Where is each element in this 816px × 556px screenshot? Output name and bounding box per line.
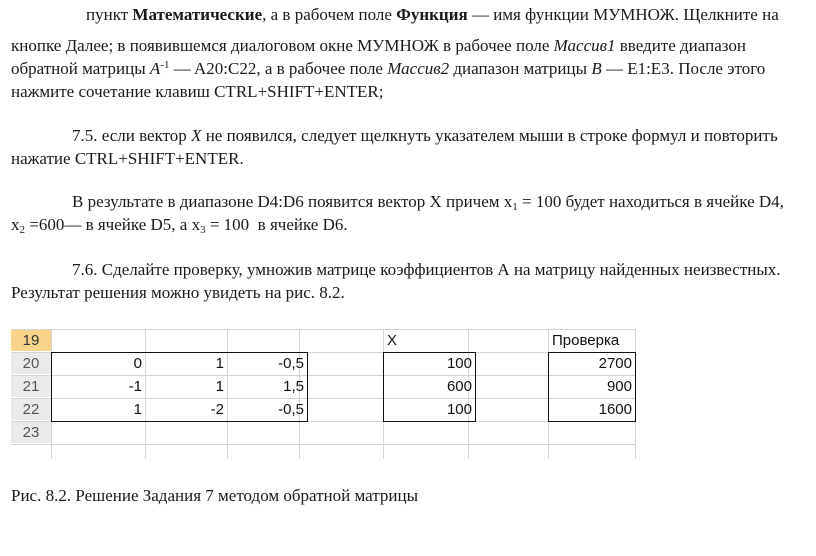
cell-check-1[interactable]: 2700 bbox=[598, 355, 632, 372]
text: — имя функции МУМНОЖ. Щелкните на bbox=[467, 5, 779, 24]
caption-text: Рис. 8.2. Решение Задания 7 методом обратной матрицы bbox=[11, 486, 419, 505]
cell-c22[interactable]: -0,5 bbox=[278, 401, 304, 418]
paragraph-1-line-3 bbox=[11, 57, 816, 80]
cell-b21[interactable]: 1 bbox=[215, 378, 224, 395]
text: пункт bbox=[86, 5, 133, 24]
text: нажмите сочетание клавиш CTRL+SHIFT+ENTER; bbox=[11, 82, 384, 101]
inverse-exponent: -1 bbox=[160, 59, 170, 71]
row-header-21[interactable]: 21 bbox=[11, 376, 51, 397]
cell-c20[interactable]: -0,5 bbox=[278, 355, 304, 372]
matrix-b: B bbox=[591, 59, 602, 78]
paragraph-2-line-2 bbox=[11, 147, 816, 170]
cell-check-3[interactable]: 1600 bbox=[598, 401, 632, 418]
figure-caption bbox=[11, 484, 816, 507]
paragraph-1-line-2 bbox=[11, 34, 816, 57]
row-header-22[interactable]: 22 bbox=[11, 399, 51, 420]
subscript: 1 bbox=[512, 201, 518, 213]
text: — E1:E3. После этого bbox=[601, 59, 766, 78]
paragraph-4-line-2 bbox=[11, 281, 816, 304]
field-massiv1: Массив1 bbox=[553, 36, 616, 55]
text: введите диапазон bbox=[615, 36, 746, 55]
text: = 100 в ячейке D6. bbox=[205, 215, 348, 234]
cell-x-2[interactable]: 600 bbox=[446, 378, 472, 395]
paragraph-2-line-1 bbox=[72, 124, 816, 147]
text: =600— в ячейке D5, а x bbox=[25, 215, 201, 234]
paragraph-4-line-1 bbox=[72, 258, 816, 281]
text: кнопке Далее; в появившемся диалоговом окне МУМНОЖ в рабочее поле bbox=[11, 36, 554, 55]
text: Результат решения можно увидеть на рис. 8.2. bbox=[11, 283, 345, 302]
text: , а в рабочем поле bbox=[262, 5, 397, 24]
paragraph-1-line-4 bbox=[11, 80, 816, 103]
cell-check-2[interactable]: 900 bbox=[606, 378, 632, 395]
text: — A20:C22, а в рабочее поле bbox=[169, 59, 388, 78]
row-header-19[interactable]: 19 bbox=[11, 330, 51, 351]
text: 7.6. Сделайте проверку, умножив матрице коэффициентов А на матрицу найденных неизвестных. bbox=[72, 260, 781, 279]
spreadsheet-figure bbox=[11, 329, 636, 459]
cell-c21[interactable]: 1,5 bbox=[283, 378, 304, 395]
text: диапазон матрицы bbox=[449, 59, 592, 78]
text: В результате в диапазоне D4:D6 появится вектор X причем x bbox=[72, 192, 513, 211]
cell-a20[interactable]: 0 bbox=[133, 355, 142, 372]
field-massiv2: Массив2 bbox=[387, 59, 450, 78]
x-column-header[interactable]: X bbox=[387, 332, 398, 349]
term-mathematical: Математические bbox=[132, 5, 263, 24]
paragraph-3-line-2 bbox=[11, 213, 816, 236]
subscript: 3 bbox=[200, 224, 206, 236]
cell-b22[interactable]: -2 bbox=[210, 401, 224, 418]
row-header-20[interactable]: 20 bbox=[11, 353, 51, 374]
term-function: Функция bbox=[396, 5, 468, 24]
row-header-23[interactable]: 23 bbox=[11, 422, 51, 443]
text: нажатие CTRL+SHIFT+ENTER. bbox=[11, 149, 244, 168]
text: = 100 будет находиться в ячейке D4, bbox=[517, 192, 784, 211]
check-column-header[interactable]: Проверка bbox=[552, 332, 620, 349]
cell-a21[interactable]: -1 bbox=[128, 378, 142, 395]
cell-x-1[interactable]: 100 bbox=[446, 355, 472, 372]
cell-b20[interactable]: 1 bbox=[215, 355, 224, 372]
cell-a22[interactable]: 1 bbox=[133, 401, 142, 418]
paragraph-1-line-1 bbox=[86, 3, 816, 26]
text: не появился, следует щелкнуть указателем мыши в строке формул и повторить bbox=[201, 126, 778, 145]
text: x bbox=[11, 215, 20, 234]
subscript: 2 bbox=[19, 224, 25, 236]
text: 7.5. если вектор bbox=[72, 126, 192, 145]
cell-x-3[interactable]: 100 bbox=[446, 401, 472, 418]
text: обратной матрицы bbox=[11, 59, 150, 78]
matrix-a: A bbox=[149, 59, 161, 78]
paragraph-3-line-1 bbox=[72, 190, 816, 213]
vector-x: X bbox=[191, 126, 202, 145]
